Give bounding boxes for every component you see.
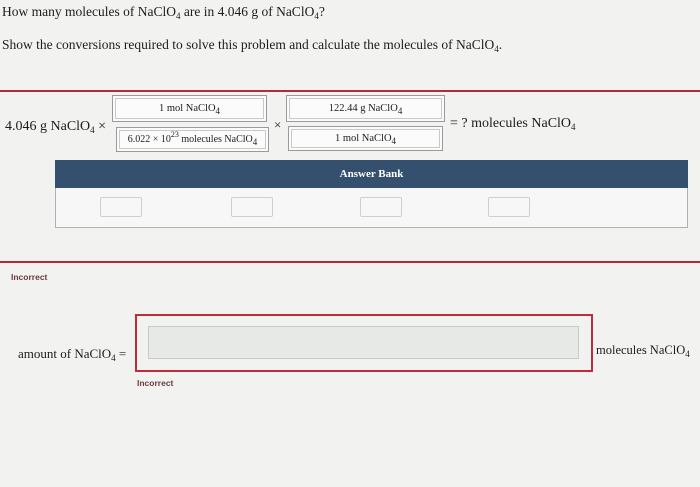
result-text: = ? molecules NaClO [450, 116, 572, 131]
conversion-tile-mol-naclo4-bottom[interactable] [288, 126, 443, 151]
tile-text: 1 mol NaClO [158, 103, 216, 114]
subscript: 4 [314, 11, 319, 21]
tile-text: 1 mol NaClO [334, 133, 392, 144]
instruction-text-a: Show the conversions required to solve this problem and calculate the molecules of NaClO [2, 37, 495, 52]
equals-sign: = [115, 346, 127, 361]
subscript: 4 [175, 11, 181, 21]
subscript: 4 [252, 137, 258, 147]
question-text-a: How many molecules of NaClO [2, 4, 176, 19]
multiply-sign: × [274, 117, 282, 132]
tile-text: 6.022 × 10 [127, 134, 171, 145]
answer-unit-text: molecules NaClO [596, 343, 686, 357]
answer-bank-header: Answer Bank [55, 160, 688, 188]
subscript: 4 [111, 353, 116, 363]
subscript: 4 [90, 125, 95, 135]
conversion-tile-avogadro-bottom[interactable] [116, 127, 269, 152]
multiply-sign: × [98, 119, 107, 134]
result-expression [450, 116, 576, 132]
answer-bank-slot[interactable] [231, 197, 273, 217]
subscript: 4 [215, 106, 221, 116]
incorrect-status-label: Incorrect [137, 378, 174, 388]
conversion-tile-mol-naclo4-top[interactable] [112, 95, 267, 122]
amount-label [18, 346, 126, 362]
subscript: 4 [685, 349, 690, 359]
answer-bank-slot[interactable] [360, 197, 402, 217]
conversion-tile-molar-mass-top[interactable] [286, 95, 445, 122]
question-line-1 [2, 4, 325, 20]
subscript: 4 [494, 44, 499, 54]
subscript: 4 [571, 122, 576, 132]
superscript: 23 [170, 130, 179, 139]
question-text-c: ? [318, 4, 325, 19]
starting-quantity [5, 119, 106, 135]
tile-text: molecules NaClO [178, 134, 253, 145]
subscript: 4 [391, 136, 397, 146]
question-line-2 [2, 37, 502, 53]
answer-bank-slot[interactable] [100, 197, 142, 217]
starting-quantity-text: 4.046 g NaClO [5, 119, 91, 134]
molecules-answer-input[interactable] [148, 326, 579, 359]
amount-label-text: amount of NaClO [18, 346, 112, 361]
question-text-b: are in 4.046 g of NaClO [180, 4, 315, 19]
tile-text: 122.44 g NaClO [328, 103, 398, 114]
subscript: 4 [397, 106, 403, 116]
answer-bank-slot[interactable] [488, 197, 530, 217]
instruction-text-b: . [498, 37, 503, 52]
incorrect-status-label: Incorrect [11, 272, 48, 282]
answer-unit [596, 343, 690, 358]
